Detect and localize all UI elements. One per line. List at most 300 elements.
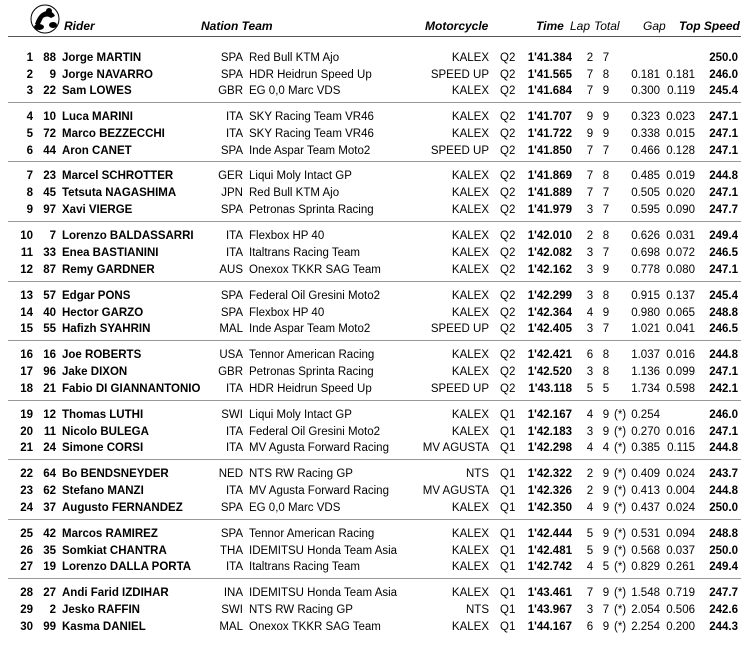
cell-gap: 1.021 bbox=[631, 323, 660, 335]
cell-gap: 1.548 bbox=[631, 587, 660, 599]
cell-lap: 3 bbox=[586, 323, 594, 335]
cell-gap: 0.595 bbox=[631, 204, 660, 216]
cell-lap: 5 bbox=[586, 383, 594, 395]
cell-lap: 6 bbox=[586, 621, 594, 633]
cell-q: Q1 bbox=[500, 502, 516, 514]
table-row bbox=[0, 381, 745, 398]
cell-name: Remy GARDNER bbox=[62, 264, 155, 276]
cell-time: 1'42.364 bbox=[527, 307, 572, 319]
cell-star: (*) bbox=[614, 485, 627, 497]
cell-pos: 4 bbox=[26, 111, 33, 123]
cell-time: 1'42.520 bbox=[527, 366, 572, 378]
cell-time: 1'42.167 bbox=[527, 409, 572, 421]
header-lap: Lap bbox=[570, 19, 591, 33]
cell-speed: 247.1 bbox=[709, 187, 738, 199]
cell-num: 16 bbox=[43, 349, 56, 361]
cell-q: Q1 bbox=[500, 468, 516, 480]
cell-q: Q1 bbox=[500, 485, 516, 497]
cell-num: 19 bbox=[43, 561, 56, 573]
group-divider bbox=[8, 519, 741, 520]
cell-total: 8 bbox=[602, 230, 610, 242]
cell-team: EG 0,0 Marc VDS bbox=[249, 85, 341, 97]
cell-time: 1'42.299 bbox=[527, 290, 572, 302]
cell-diff: 0.020 bbox=[666, 187, 695, 199]
cell-total: 9 bbox=[602, 621, 610, 633]
cell-lap: 7 bbox=[586, 69, 594, 81]
cell-diff: 0.200 bbox=[666, 621, 695, 633]
cell-gap: 0.338 bbox=[631, 128, 660, 140]
cell-team: Petronas Sprinta Racing bbox=[249, 204, 374, 216]
cell-moto: NTS bbox=[466, 604, 489, 616]
cell-num: 97 bbox=[43, 204, 56, 216]
cell-time: 1'42.350 bbox=[527, 502, 572, 514]
cell-nat: ITA bbox=[225, 442, 243, 454]
cell-moto: KALEX bbox=[451, 204, 489, 216]
cell-time: 1'41.850 bbox=[527, 145, 572, 157]
cell-name: Fabio DI GIANNANTONIO bbox=[62, 383, 201, 395]
cell-diff: 0.115 bbox=[667, 442, 695, 454]
cell-team: Onexox TKKR SAG Team bbox=[249, 621, 381, 633]
cell-nat: SPA bbox=[220, 204, 243, 216]
cell-nat: GER bbox=[218, 170, 243, 182]
cell-total: 9 bbox=[602, 502, 610, 514]
cell-speed: 246.5 bbox=[709, 323, 738, 335]
cell-name: Lorenzo BALDASSARRI bbox=[62, 230, 194, 242]
cell-name: Andi Farid IZDIHAR bbox=[62, 587, 169, 599]
cell-star: (*) bbox=[614, 426, 627, 438]
cell-name: Jesko RAFFIN bbox=[62, 604, 140, 616]
cell-total: 7 bbox=[602, 247, 610, 259]
cell-time: 1'43.118 bbox=[528, 383, 572, 395]
cell-pos: 10 bbox=[20, 230, 33, 242]
cell-name: Thomas LUTHI bbox=[62, 409, 144, 421]
cell-lap: 3 bbox=[586, 366, 594, 378]
cell-q: Q2 bbox=[500, 128, 516, 140]
cell-team: MV Agusta Forward Racing bbox=[249, 485, 389, 497]
cell-moto: KALEX bbox=[451, 409, 489, 421]
cell-num: 72 bbox=[43, 128, 56, 140]
cell-gap: 0.181 bbox=[631, 69, 660, 81]
cell-pos: 16 bbox=[20, 349, 33, 361]
cell-gap: 0.531 bbox=[631, 528, 660, 540]
cell-total: 9 bbox=[602, 587, 610, 599]
cell-lap: 3 bbox=[586, 204, 594, 216]
cell-speed: 249.4 bbox=[709, 230, 738, 242]
cell-team: Flexbox HP 40 bbox=[249, 307, 325, 319]
cell-name: Enea BASTIANINI bbox=[62, 247, 159, 259]
cell-moto: KALEX bbox=[451, 366, 489, 378]
cell-moto: KALEX bbox=[451, 349, 489, 361]
cell-name: Tetsuta NAGASHIMA bbox=[62, 187, 177, 199]
cell-q: Q2 bbox=[500, 204, 516, 216]
cell-q: Q1 bbox=[500, 409, 516, 421]
cell-num: 37 bbox=[43, 502, 56, 514]
cell-nat: ITA bbox=[225, 485, 243, 497]
cell-total: 4 bbox=[602, 442, 610, 454]
cell-diff: 0.041 bbox=[666, 323, 695, 335]
cell-speed: 249.4 bbox=[709, 561, 738, 573]
cell-num: 88 bbox=[43, 52, 56, 64]
cell-gap: 0.980 bbox=[631, 307, 660, 319]
cell-name: Xavi VIERGE bbox=[62, 204, 133, 216]
cell-q: Q2 bbox=[500, 230, 516, 242]
cell-nat: INA bbox=[223, 587, 243, 599]
cell-pos: 13 bbox=[20, 290, 33, 302]
cell-name: Kasma DANIEL bbox=[62, 621, 146, 633]
cell-num: 21 bbox=[43, 383, 56, 395]
cell-star: (*) bbox=[614, 545, 627, 557]
cell-nat: USA bbox=[219, 349, 243, 361]
cell-team: NTS RW Racing GP bbox=[249, 468, 353, 480]
cell-moto: KALEX bbox=[451, 85, 489, 97]
cell-speed: 247.1 bbox=[709, 145, 738, 157]
cell-pos: 9 bbox=[26, 204, 33, 216]
cell-name: Sam LOWES bbox=[62, 85, 132, 97]
cell-lap: 7 bbox=[586, 170, 594, 182]
cell-speed: 244.8 bbox=[709, 485, 738, 497]
table-row bbox=[0, 168, 745, 185]
cell-name: Hafizh SYAHRIN bbox=[62, 323, 151, 335]
cell-num: 27 bbox=[43, 587, 56, 599]
cell-nat: SPA bbox=[220, 307, 243, 319]
cell-q: Q2 bbox=[500, 247, 516, 259]
cell-nat: GBR bbox=[218, 85, 243, 97]
cell-q: Q2 bbox=[500, 366, 516, 378]
cell-total: 8 bbox=[602, 170, 610, 182]
cell-speed: 242.1 bbox=[709, 383, 738, 395]
cell-moto: KALEX bbox=[451, 230, 489, 242]
cell-pos: 5 bbox=[26, 128, 33, 140]
cell-lap: 7 bbox=[586, 145, 594, 157]
cell-pos: 7 bbox=[26, 170, 33, 182]
cell-time: 1'41.565 bbox=[527, 69, 572, 81]
cell-num: 87 bbox=[43, 264, 56, 276]
cell-diff: 0.719 bbox=[666, 587, 695, 599]
group-divider bbox=[8, 161, 741, 162]
cell-nat: SWI bbox=[221, 604, 243, 616]
cell-time: 1'42.010 bbox=[527, 230, 572, 242]
cell-lap: 4 bbox=[586, 307, 594, 319]
header-total: Total bbox=[594, 19, 620, 33]
cell-pos: 8 bbox=[26, 187, 33, 199]
cell-q: Q1 bbox=[500, 561, 516, 573]
cell-num: 23 bbox=[43, 170, 56, 182]
table-row bbox=[0, 585, 745, 602]
cell-gap: 0.413 bbox=[631, 485, 660, 497]
table-row bbox=[0, 245, 745, 262]
cell-diff: 0.019 bbox=[666, 170, 695, 182]
cell-name: Lorenzo DALLA PORTA bbox=[62, 561, 192, 573]
cell-speed: 247.1 bbox=[709, 366, 738, 378]
cell-speed: 244.3 bbox=[709, 621, 738, 633]
cell-nat: SPA bbox=[220, 290, 243, 302]
group-divider bbox=[8, 102, 741, 103]
cell-moto: SPEED UP bbox=[430, 145, 489, 157]
cell-nat: AUS bbox=[219, 264, 243, 276]
table-header bbox=[0, 0, 745, 36]
cell-name: Marcos RAMIREZ bbox=[62, 528, 158, 540]
cell-total: 7 bbox=[602, 145, 610, 157]
cell-name: Marco BEZZECCHI bbox=[62, 128, 165, 140]
cell-team: Tennor American Racing bbox=[249, 349, 375, 361]
cell-nat: SPA bbox=[220, 52, 243, 64]
cell-gap: 0.778 bbox=[631, 264, 660, 276]
cell-lap: 3 bbox=[586, 290, 594, 302]
cell-lap: 5 bbox=[586, 545, 594, 557]
cell-total: 9 bbox=[602, 307, 610, 319]
cell-q: Q2 bbox=[500, 69, 516, 81]
cell-total: 9 bbox=[602, 264, 610, 276]
cell-gap: 0.626 bbox=[631, 230, 660, 242]
cell-total: 9 bbox=[602, 426, 610, 438]
cell-gap: 0.385 bbox=[631, 442, 660, 454]
cell-diff: 0.065 bbox=[666, 307, 695, 319]
cell-speed: 246.0 bbox=[709, 69, 738, 81]
cell-moto: KALEX bbox=[451, 426, 489, 438]
cell-team: Inde Aspar Team Moto2 bbox=[249, 323, 371, 335]
cell-moto: KALEX bbox=[451, 561, 489, 573]
cell-name: Somkiat CHANTRA bbox=[62, 545, 167, 557]
cell-moto: KALEX bbox=[451, 307, 489, 319]
table-row bbox=[0, 67, 745, 84]
cell-total: 9 bbox=[602, 545, 610, 557]
cell-team: Onexox TKKR SAG Team bbox=[249, 264, 381, 276]
cell-num: 12 bbox=[43, 409, 56, 421]
cell-name: Augusto FERNANDEZ bbox=[62, 502, 183, 514]
cell-moto: SPEED UP bbox=[430, 323, 489, 335]
table-row bbox=[0, 305, 745, 322]
cell-moto: MV AGUSTA bbox=[422, 485, 489, 497]
cell-diff: 0.072 bbox=[666, 247, 695, 259]
cell-star: (*) bbox=[614, 468, 627, 480]
cell-total: 8 bbox=[602, 366, 610, 378]
cell-num: 45 bbox=[43, 187, 56, 199]
cell-nat: ITA bbox=[225, 561, 243, 573]
cell-team: SKY Racing Team VR46 bbox=[249, 128, 374, 140]
table-row bbox=[0, 407, 745, 424]
table-row bbox=[0, 109, 745, 126]
cell-time: 1'42.183 bbox=[527, 426, 572, 438]
cell-gap: 1.037 bbox=[631, 349, 660, 361]
cell-name: Stefano MANZI bbox=[62, 485, 144, 497]
cell-nat: SWI bbox=[221, 409, 243, 421]
table-row bbox=[0, 483, 745, 500]
cell-gap: 0.915 bbox=[631, 290, 660, 302]
cell-pos: 12 bbox=[20, 264, 33, 276]
cell-star: (*) bbox=[614, 442, 627, 454]
cell-name: Joe ROBERTS bbox=[62, 349, 142, 361]
cell-nat: NED bbox=[218, 468, 243, 480]
cell-speed: 247.1 bbox=[709, 264, 738, 276]
cell-gap: 0.437 bbox=[631, 502, 660, 514]
cell-time: 1'42.082 bbox=[527, 247, 572, 259]
cell-total: 9 bbox=[602, 111, 610, 123]
cell-moto: KALEX bbox=[451, 52, 489, 64]
cell-total: 7 bbox=[602, 604, 610, 616]
cell-num: 2 bbox=[49, 604, 56, 616]
cell-num: 22 bbox=[43, 85, 56, 97]
cell-time: 1'42.742 bbox=[527, 561, 572, 573]
cell-time: 1'42.298 bbox=[527, 442, 572, 454]
cell-pos: 11 bbox=[20, 247, 33, 259]
table-row bbox=[0, 424, 745, 441]
cell-pos: 15 bbox=[20, 323, 33, 335]
header-time: Time bbox=[536, 19, 564, 33]
cell-name: Jorge NAVARRO bbox=[62, 69, 153, 81]
cell-speed: 244.8 bbox=[709, 442, 738, 454]
cell-q: Q2 bbox=[500, 323, 516, 335]
cell-team: Italtrans Racing Team bbox=[249, 247, 361, 259]
cell-speed: 244.8 bbox=[709, 349, 738, 361]
cell-name: Jorge MARTIN bbox=[62, 52, 142, 64]
cell-name: Edgar PONS bbox=[62, 290, 131, 302]
cell-num: 40 bbox=[43, 307, 56, 319]
cell-time: 1'42.162 bbox=[527, 264, 572, 276]
cell-team: Italtrans Racing Team bbox=[249, 561, 361, 573]
cell-nat: ITA bbox=[225, 383, 243, 395]
cell-total: 7 bbox=[602, 323, 610, 335]
cell-pos: 23 bbox=[20, 485, 33, 497]
cell-moto: KALEX bbox=[451, 187, 489, 199]
table-row bbox=[0, 500, 745, 517]
cell-gap: 0.300 bbox=[631, 85, 660, 97]
cell-speed: 250.0 bbox=[709, 502, 738, 514]
cell-total: 8 bbox=[602, 349, 610, 361]
cell-diff: 0.181 bbox=[666, 69, 695, 81]
cell-star: (*) bbox=[614, 621, 627, 633]
cell-lap: 7 bbox=[586, 85, 594, 97]
table-row bbox=[0, 543, 745, 560]
cell-speed: 250.0 bbox=[709, 545, 738, 557]
cell-star: (*) bbox=[614, 502, 627, 514]
cell-time: 1'42.405 bbox=[527, 323, 572, 335]
cell-team: Liqui Moly Intact GP bbox=[249, 409, 352, 421]
cell-q: Q1 bbox=[500, 604, 516, 616]
cell-gap: 0.323 bbox=[631, 111, 660, 123]
cell-name: Nicolo BULEGA bbox=[62, 426, 149, 438]
cell-q: Q2 bbox=[500, 170, 516, 182]
cell-diff: 0.016 bbox=[666, 349, 695, 361]
cell-name: Bo BENDSNEYDER bbox=[62, 468, 169, 480]
cell-num: 55 bbox=[43, 323, 56, 335]
cell-diff: 0.024 bbox=[666, 502, 695, 514]
cell-moto: KALEX bbox=[451, 502, 489, 514]
table-row bbox=[0, 50, 745, 67]
table-row bbox=[0, 288, 745, 305]
cell-team: Petronas Sprinta Racing bbox=[249, 366, 374, 378]
cell-speed: 248.8 bbox=[709, 528, 738, 540]
cell-pos: 20 bbox=[20, 426, 33, 438]
cell-time: 1'43.461 bbox=[527, 587, 572, 599]
cell-time: 1'41.384 bbox=[527, 52, 572, 64]
cell-nat: MAL bbox=[219, 323, 243, 335]
cell-lap: 7 bbox=[586, 187, 594, 199]
cell-gap: 1.136 bbox=[631, 366, 660, 378]
cell-team: Federal Oil Gresini Moto2 bbox=[249, 290, 381, 302]
cell-team: Federal Oil Gresini Moto2 bbox=[249, 426, 381, 438]
cell-speed: 247.1 bbox=[709, 128, 738, 140]
cell-nat: SPA bbox=[220, 145, 243, 157]
group-divider bbox=[8, 221, 741, 222]
cell-lap: 3 bbox=[586, 426, 594, 438]
cell-speed: 242.6 bbox=[709, 604, 738, 616]
cell-moto: KALEX bbox=[451, 587, 489, 599]
cell-time: 1'42.326 bbox=[527, 485, 572, 497]
cell-time: 1'42.322 bbox=[527, 468, 572, 480]
cell-time: 1'41.979 bbox=[527, 204, 572, 216]
cell-time: 1'42.481 bbox=[527, 545, 572, 557]
cell-pos: 24 bbox=[20, 502, 33, 514]
cell-lap: 4 bbox=[586, 502, 594, 514]
cell-gap: 0.698 bbox=[631, 247, 660, 259]
cell-pos: 3 bbox=[26, 85, 33, 97]
cell-pos: 27 bbox=[20, 561, 33, 573]
table-row bbox=[0, 83, 745, 100]
cell-num: 9 bbox=[49, 69, 56, 81]
cell-moto: KALEX bbox=[451, 111, 489, 123]
cell-num: 7 bbox=[49, 230, 56, 242]
cell-moto: KALEX bbox=[451, 290, 489, 302]
cell-nat: ITA bbox=[225, 128, 243, 140]
cell-lap: 9 bbox=[586, 111, 594, 123]
cell-diff: 0.004 bbox=[666, 485, 695, 497]
cell-speed: 246.0 bbox=[709, 409, 738, 421]
cell-team: SKY Racing Team VR46 bbox=[249, 111, 374, 123]
group-divider bbox=[8, 340, 741, 341]
cell-gap: 0.485 bbox=[631, 170, 660, 182]
cell-moto: KALEX bbox=[451, 621, 489, 633]
cell-pos: 17 bbox=[20, 366, 33, 378]
cell-team: Liqui Moly Intact GP bbox=[249, 170, 352, 182]
cell-gap: 0.254 bbox=[631, 409, 660, 421]
cell-name: Marcel SCHROTTER bbox=[62, 170, 174, 182]
cell-diff: 0.137 bbox=[666, 290, 695, 302]
table-row bbox=[0, 202, 745, 219]
cell-gap: 1.734 bbox=[631, 383, 660, 395]
cell-name: Simone CORSI bbox=[62, 442, 144, 454]
cell-total: 9 bbox=[602, 128, 610, 140]
cell-star: (*) bbox=[614, 528, 627, 540]
cell-num: 99 bbox=[43, 621, 56, 633]
cell-diff: 0.094 bbox=[666, 528, 695, 540]
cell-total: 9 bbox=[602, 409, 610, 421]
table-row bbox=[0, 262, 745, 279]
cell-q: Q2 bbox=[500, 85, 516, 97]
header-gap: Gap bbox=[643, 19, 666, 33]
cell-total: 5 bbox=[602, 561, 610, 573]
cell-nat: ITA bbox=[225, 247, 243, 259]
cell-moto: KALEX bbox=[451, 528, 489, 540]
cell-speed: 243.7 bbox=[709, 468, 738, 480]
cell-lap: 7 bbox=[586, 587, 594, 599]
cell-name: Hector GARZO bbox=[62, 307, 144, 319]
cell-total: 5 bbox=[602, 383, 610, 395]
group-divider bbox=[8, 281, 741, 282]
cell-speed: 247.7 bbox=[709, 204, 738, 216]
cell-diff: 0.016 bbox=[666, 426, 695, 438]
cell-team: IDEMITSU Honda Team Asia bbox=[249, 587, 398, 599]
cell-gap: 2.054 bbox=[631, 604, 660, 616]
cell-time: 1'42.421 bbox=[527, 349, 572, 361]
cell-nat: ITA bbox=[225, 426, 243, 438]
table-row bbox=[0, 126, 745, 143]
cell-num: 24 bbox=[43, 442, 56, 454]
cell-nat: SPA bbox=[220, 528, 243, 540]
cell-moto: KALEX bbox=[451, 264, 489, 276]
cell-moto: KALEX bbox=[451, 247, 489, 259]
cell-num: 64 bbox=[43, 468, 56, 480]
cell-pos: 29 bbox=[20, 604, 33, 616]
